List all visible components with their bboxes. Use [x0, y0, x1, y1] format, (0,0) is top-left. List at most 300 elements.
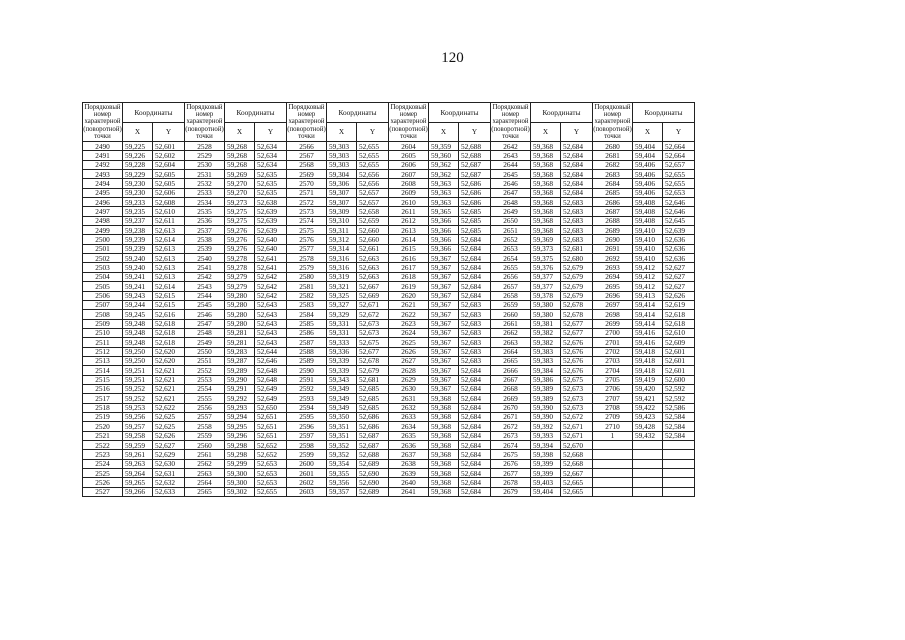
table-row: [83, 254, 695, 263]
y-coordinate-cell: 52,684: [459, 263, 491, 272]
point-number-cell: 2515: [83, 375, 123, 384]
table-row: [83, 356, 695, 365]
point-number-cell: 2626: [389, 347, 429, 356]
y-coordinate-cell: [663, 487, 695, 496]
x-coordinate-cell: 59,368: [531, 198, 561, 207]
y-coordinate-cell: 52,686: [459, 198, 491, 207]
y-coordinate-cell: 52,671: [561, 422, 593, 431]
point-number-cell: 2685: [593, 188, 633, 197]
coordinates-header: Координаты: [429, 103, 491, 123]
y-coordinate-cell: 52,684: [459, 384, 491, 393]
point-number-cell: 2634: [389, 422, 429, 431]
y-coordinate-cell: 52,625: [153, 412, 185, 421]
y-coordinate-cell: 52,684: [561, 170, 593, 179]
point-number-cell: 2597: [287, 431, 327, 440]
x-coordinate-cell: 59,380: [531, 310, 561, 319]
y-coordinate-cell: 52,620: [153, 356, 185, 365]
y-coordinate-cell: 52,655: [357, 142, 389, 151]
x-coordinate-cell: 59,412: [633, 272, 663, 281]
x-coordinate-cell: 59,403: [531, 478, 561, 487]
y-coordinate-cell: 52,686: [459, 188, 491, 197]
point-number-cell: 2494: [83, 179, 123, 188]
y-coordinate-cell: 52,614: [153, 282, 185, 291]
x-coordinate-cell: 59,273: [225, 198, 255, 207]
table-row: [83, 487, 695, 496]
x-coordinate-cell: 59,406: [633, 188, 663, 197]
point-number-cell: 2684: [593, 179, 633, 188]
y-coordinate-cell: 52,683: [561, 198, 593, 207]
point-number-cell: 2662: [491, 328, 531, 337]
y-coordinate-cell: 52,639: [255, 207, 287, 216]
x-coordinate-cell: 59,266: [123, 487, 153, 496]
x-coordinate-cell: 59,270: [225, 188, 255, 197]
table-row: [83, 422, 695, 431]
point-number-cell: 2601: [287, 469, 327, 478]
point-number-cell: 2545: [185, 300, 225, 309]
table-row: [83, 366, 695, 375]
x-coordinate-cell: 59,290: [225, 375, 255, 384]
y-coordinate-cell: 52,687: [357, 441, 389, 450]
x-coordinate-cell: 59,279: [225, 272, 255, 281]
point-number-cell: 2553: [185, 375, 225, 384]
point-number-cell: 2704: [593, 366, 633, 375]
x-coordinate-cell: 59,311: [327, 226, 357, 235]
x-coordinate-cell: 59,406: [633, 179, 663, 188]
y-coordinate-cell: 52,684: [561, 151, 593, 160]
x-coordinate-cell: 59,289: [225, 366, 255, 375]
point-number-cell: 2681: [593, 151, 633, 160]
x-coordinate-cell: 59,239: [123, 235, 153, 244]
x-coordinate-cell: 59,416: [633, 338, 663, 347]
y-coordinate-cell: 52,684: [459, 272, 491, 281]
x-coordinate-cell: 59,327: [327, 300, 357, 309]
y-coordinate-cell: 52,638: [255, 198, 287, 207]
y-coordinate-cell: 52,627: [663, 282, 695, 291]
y-coordinate-cell: 52,652: [255, 450, 287, 459]
x-coordinate-cell: 59,432: [633, 431, 663, 440]
x-coordinate-cell: [633, 450, 663, 459]
y-coordinate-cell: 52,685: [357, 384, 389, 393]
y-coordinate-cell: 52,643: [255, 319, 287, 328]
point-number-cell: 2680: [593, 142, 633, 151]
x-coordinate-cell: 59,382: [531, 328, 561, 337]
y-coordinate-cell: 52,683: [459, 319, 491, 328]
x-coordinate-cell: 59,363: [429, 198, 459, 207]
y-coordinate-cell: 52,632: [153, 478, 185, 487]
y-coordinate-cell: 52,616: [153, 310, 185, 319]
point-number-cell: 2578: [287, 254, 327, 263]
x-coordinate-cell: 59,235: [123, 207, 153, 216]
x-coordinate-cell: 59,368: [531, 179, 561, 188]
y-coordinate-cell: 52,687: [357, 431, 389, 440]
x-coordinate-cell: 59,275: [225, 207, 255, 216]
y-coordinate-cell: [663, 469, 695, 478]
x-coordinate-cell: 59,268: [225, 160, 255, 169]
x-coordinate-cell: 59,281: [225, 338, 255, 347]
point-number-cell: 2529: [185, 151, 225, 160]
y-coordinate-cell: 52,609: [663, 338, 695, 347]
x-coordinate-cell: 59,413: [633, 291, 663, 300]
point-number-cell: 2541: [185, 263, 225, 272]
point-number-cell: 2611: [389, 207, 429, 216]
x-coordinate-cell: 59,292: [225, 394, 255, 403]
y-coordinate-cell: 52,613: [153, 254, 185, 263]
y-coordinate-cell: 52,655: [357, 160, 389, 169]
y-coordinate-cell: 52,653: [255, 459, 287, 468]
point-number-cell: 2506: [83, 291, 123, 300]
y-coordinate-cell: 52,640: [255, 244, 287, 253]
x-coordinate-cell: 59,390: [531, 403, 561, 412]
table-row: [83, 319, 695, 328]
point-number-cell: [593, 459, 633, 468]
x-coordinate-cell: 59,300: [225, 469, 255, 478]
point-number-cell: 2641: [389, 487, 429, 496]
x-header: X: [633, 122, 663, 142]
y-coordinate-cell: 52,664: [663, 142, 695, 151]
x-coordinate-cell: 59,368: [429, 422, 459, 431]
page-number: 120: [441, 50, 464, 66]
point-number-cell: 2702: [593, 347, 633, 356]
x-coordinate-cell: 59,281: [225, 328, 255, 337]
point-number-cell: 2591: [287, 375, 327, 384]
point-number-cell: 2668: [491, 384, 531, 393]
y-coordinate-cell: 52,675: [357, 338, 389, 347]
coordinates-table: [82, 102, 695, 497]
y-coordinate-cell: 52,668: [561, 450, 593, 459]
y-coordinate-cell: 52,642: [255, 282, 287, 291]
point-number-cell: 2649: [491, 207, 531, 216]
table-row: [83, 226, 695, 235]
x-coordinate-cell: 59,296: [225, 431, 255, 440]
x-coordinate-cell: 59,368: [429, 450, 459, 459]
y-coordinate-cell: 52,615: [153, 300, 185, 309]
point-number-header: Порядковый номер характерной (поворотной) точки: [389, 104, 428, 140]
y-coordinate-cell: 52,604: [153, 160, 185, 169]
point-number-cell: 2677: [491, 469, 531, 478]
point-number-cell: 2658: [491, 291, 531, 300]
x-coordinate-cell: 59,331: [327, 328, 357, 337]
y-coordinate-cell: 52,618: [663, 319, 695, 328]
point-number-cell: 2502: [83, 254, 123, 263]
x-coordinate-cell: 59,369: [531, 235, 561, 244]
point-number-cell: 2551: [185, 356, 225, 365]
y-coordinate-cell: 52,636: [663, 235, 695, 244]
x-header: X: [429, 122, 459, 142]
x-coordinate-cell: 59,356: [327, 478, 357, 487]
x-coordinate-cell: 59,339: [327, 366, 357, 375]
point-number-cell: 2500: [83, 235, 123, 244]
table-row: [83, 300, 695, 309]
point-number-cell: 2671: [491, 412, 531, 421]
y-coordinate-cell: 52,621: [153, 366, 185, 375]
y-header: Y: [459, 122, 491, 142]
x-coordinate-cell: 59,423: [633, 412, 663, 421]
y-coordinate-cell: 52,636: [663, 254, 695, 263]
x-coordinate-cell: 59,239: [123, 244, 153, 253]
point-number-cell: 2606: [389, 160, 429, 169]
point-number-cell: 2663: [491, 338, 531, 347]
x-coordinate-cell: 59,251: [123, 375, 153, 384]
x-coordinate-cell: 59,258: [123, 431, 153, 440]
x-coordinate-cell: 59,293: [225, 403, 255, 412]
y-header: Y: [663, 122, 695, 142]
point-number-cell: 2569: [287, 170, 327, 179]
x-coordinate-cell: 59,350: [327, 412, 357, 421]
point-number-cell: 2679: [491, 487, 531, 496]
y-coordinate-cell: 52,641: [255, 263, 287, 272]
y-coordinate-cell: 52,649: [255, 384, 287, 393]
y-coordinate-cell: 52,601: [663, 347, 695, 356]
point-number-cell: 2566: [287, 142, 327, 151]
x-coordinate-cell: 59,352: [327, 441, 357, 450]
x-coordinate-cell: 59,367: [429, 272, 459, 281]
x-coordinate-cell: 59,367: [429, 375, 459, 384]
point-number-cell: 2657: [491, 282, 531, 291]
y-coordinate-cell: 52,625: [153, 422, 185, 431]
y-coordinate-cell: 52,689: [357, 459, 389, 468]
y-coordinate-cell: 52,680: [561, 254, 593, 263]
y-coordinate-cell: 52,626: [153, 431, 185, 440]
x-coordinate-cell: 59,406: [633, 160, 663, 169]
x-coordinate-cell: 59,367: [429, 384, 459, 393]
y-coordinate-cell: 52,684: [459, 366, 491, 375]
y-coordinate-cell: 52,667: [561, 469, 593, 478]
x-coordinate-cell: 59,377: [531, 282, 561, 291]
table-row: [83, 469, 695, 478]
point-number-cell: 2627: [389, 356, 429, 365]
x-coordinate-cell: 59,389: [531, 394, 561, 403]
point-number-cell: 2698: [593, 310, 633, 319]
y-coordinate-cell: 52,630: [153, 459, 185, 468]
x-coordinate-cell: 59,367: [429, 338, 459, 347]
x-coordinate-cell: 59,275: [225, 216, 255, 225]
point-number-cell: 2705: [593, 375, 633, 384]
x-coordinate-cell: 59,276: [225, 226, 255, 235]
y-coordinate-cell: 52,640: [255, 235, 287, 244]
x-coordinate-cell: 59,366: [429, 216, 459, 225]
x-coordinate-cell: 59,367: [429, 310, 459, 319]
x-coordinate-cell: 59,279: [225, 282, 255, 291]
point-number-cell: 2628: [389, 366, 429, 375]
point-number-cell: 2618: [389, 272, 429, 281]
y-coordinate-cell: 52,584: [663, 422, 695, 431]
point-number-cell: 2550: [185, 347, 225, 356]
point-number-cell: 2552: [185, 366, 225, 375]
y-header: Y: [153, 122, 185, 142]
x-coordinate-cell: 59,237: [123, 216, 153, 225]
y-coordinate-cell: 52,685: [357, 403, 389, 412]
point-number-header: Порядковый номер характерной (поворотной) точки: [83, 104, 122, 140]
y-coordinate-cell: 52,657: [357, 188, 389, 197]
x-coordinate-cell: 59,368: [531, 160, 561, 169]
table-row: [83, 338, 695, 347]
x-coordinate-cell: 59,295: [225, 422, 255, 431]
x-coordinate-cell: 59,351: [327, 431, 357, 440]
x-coordinate-cell: 59,367: [429, 319, 459, 328]
x-coordinate-cell: 59,343: [327, 375, 357, 384]
point-number-cell: 2670: [491, 403, 531, 412]
y-coordinate-cell: 52,677: [561, 319, 593, 328]
y-header: Y: [561, 122, 593, 142]
y-coordinate-cell: 52,584: [663, 412, 695, 421]
point-number-cell: 2533: [185, 188, 225, 197]
y-coordinate-cell: 52,615: [153, 291, 185, 300]
point-number-cell: 2625: [389, 338, 429, 347]
point-number-cell: 2554: [185, 384, 225, 393]
point-number-cell: 2630: [389, 384, 429, 393]
x-coordinate-cell: 59,367: [429, 366, 459, 375]
point-number-cell: 2689: [593, 226, 633, 235]
coordinates-header: Координаты: [531, 103, 593, 123]
x-coordinate-cell: 59,367: [429, 263, 459, 272]
y-coordinate-cell: 52,621: [153, 384, 185, 393]
table-row: [83, 216, 695, 225]
point-number-cell: 2491: [83, 151, 123, 160]
header-row: [83, 103, 695, 123]
point-number-cell: 2580: [287, 272, 327, 281]
x-coordinate-cell: 59,240: [123, 254, 153, 263]
coordinates-header: Координаты: [225, 103, 287, 123]
x-coordinate-cell: 59,383: [531, 347, 561, 356]
point-number-cell: 2655: [491, 263, 531, 272]
y-coordinate-cell: 52,684: [459, 412, 491, 421]
x-coordinate-cell: 59,408: [633, 207, 663, 216]
x-coordinate-cell: 59,386: [531, 375, 561, 384]
x-coordinate-cell: 59,283: [225, 347, 255, 356]
x-coordinate-cell: 59,268: [225, 151, 255, 160]
x-coordinate-cell: 59,368: [531, 216, 561, 225]
point-number-cell: 2604: [389, 142, 429, 151]
point-number-cell: 2505: [83, 282, 123, 291]
table-row: [83, 394, 695, 403]
point-number-cell: 2623: [389, 319, 429, 328]
x-coordinate-cell: 59,303: [327, 142, 357, 151]
x-coordinate-cell: 59,382: [531, 338, 561, 347]
point-number-cell: 2525: [83, 469, 123, 478]
point-number-cell: 2592: [287, 384, 327, 393]
point-number-cell: [593, 450, 633, 459]
y-coordinate-cell: 52,643: [255, 310, 287, 319]
y-coordinate-cell: 52,683: [459, 347, 491, 356]
x-coordinate-cell: 59,360: [429, 151, 459, 160]
point-number-cell: 2518: [83, 403, 123, 412]
x-coordinate-cell: 59,291: [225, 384, 255, 393]
point-number-cell: 2495: [83, 188, 123, 197]
y-coordinate-cell: 52,651: [255, 431, 287, 440]
point-number-cell: 2524: [83, 459, 123, 468]
point-number-cell: 2507: [83, 300, 123, 309]
y-coordinate-cell: 52,670: [561, 441, 593, 450]
y-coordinate-cell: 52,673: [561, 403, 593, 412]
y-coordinate-cell: 52,634: [255, 160, 287, 169]
point-number-cell: 2683: [593, 170, 633, 179]
y-coordinate-cell: 52,684: [459, 254, 491, 263]
x-coordinate-cell: 59,309: [327, 207, 357, 216]
point-number-cell: 2613: [389, 226, 429, 235]
y-coordinate-cell: 52,622: [153, 403, 185, 412]
y-coordinate-cell: 52,673: [357, 319, 389, 328]
point-number-cell: 2588: [287, 347, 327, 356]
x-coordinate-cell: [633, 487, 663, 496]
x-coordinate-cell: 59,278: [225, 254, 255, 263]
y-coordinate-cell: 52,679: [561, 272, 593, 281]
x-coordinate-cell: 59,381: [531, 319, 561, 328]
point-number-cell: 2622: [389, 310, 429, 319]
point-number-cell: 2603: [287, 487, 327, 496]
point-number-cell: 2530: [185, 160, 225, 169]
x-coordinate-cell: 59,389: [531, 384, 561, 393]
x-coordinate-cell: 59,422: [633, 403, 663, 412]
table-row: [83, 431, 695, 440]
point-number-cell: 2659: [491, 300, 531, 309]
x-coordinate-cell: 59,404: [531, 487, 561, 496]
point-number-cell: 2520: [83, 422, 123, 431]
y-coordinate-cell: 52,688: [357, 450, 389, 459]
x-coordinate-cell: 59,306: [327, 179, 357, 188]
y-coordinate-cell: 52,684: [459, 469, 491, 478]
point-number-cell: 2568: [287, 160, 327, 169]
y-coordinate-cell: 52,683: [459, 328, 491, 337]
point-number-cell: 2633: [389, 412, 429, 421]
y-coordinate-cell: 52,608: [153, 198, 185, 207]
point-number-cell: 2667: [491, 375, 531, 384]
x-coordinate-cell: 59,230: [123, 188, 153, 197]
y-coordinate-cell: [663, 441, 695, 450]
x-coordinate-cell: 59,368: [429, 478, 459, 487]
y-coordinate-cell: 52,684: [459, 375, 491, 384]
point-number-cell: 2616: [389, 254, 429, 263]
y-coordinate-cell: 52,646: [663, 207, 695, 216]
y-coordinate-cell: 52,665: [561, 478, 593, 487]
y-coordinate-cell: 52,678: [357, 356, 389, 365]
point-number-cell: 2504: [83, 272, 123, 281]
y-coordinate-cell: 52,683: [459, 300, 491, 309]
x-coordinate-cell: 59,349: [327, 394, 357, 403]
point-number-cell: 2653: [491, 244, 531, 253]
y-coordinate-cell: 52,684: [459, 431, 491, 440]
point-number-cell: 2527: [83, 487, 123, 496]
y-coordinate-cell: 52,672: [357, 310, 389, 319]
point-number-cell: 2678: [491, 478, 531, 487]
x-coordinate-cell: 59,367: [429, 254, 459, 263]
point-number-cell: 2596: [287, 422, 327, 431]
point-number-header: Порядковый номер характерной (поворотной) точки: [185, 104, 224, 140]
point-number-cell: 2639: [389, 469, 429, 478]
point-number-cell: [593, 487, 633, 496]
x-coordinate-cell: 59,399: [531, 469, 561, 478]
point-number-cell: 2700: [593, 328, 633, 337]
point-number-cell: 2697: [593, 300, 633, 309]
point-number-cell: 2676: [491, 459, 531, 468]
x-coordinate-cell: 59,331: [327, 319, 357, 328]
point-number-cell: 2644: [491, 160, 531, 169]
y-coordinate-cell: 52,673: [357, 328, 389, 337]
x-coordinate-cell: [633, 478, 663, 487]
y-coordinate-cell: 52,676: [561, 338, 593, 347]
y-coordinate-cell: 52,601: [663, 356, 695, 365]
point-number-cell: 2709: [593, 412, 633, 421]
x-coordinate-cell: 59,280: [225, 300, 255, 309]
x-coordinate-cell: 59,368: [531, 170, 561, 179]
x-coordinate-cell: 59,377: [531, 272, 561, 281]
x-coordinate-cell: 59,250: [123, 347, 153, 356]
x-header: X: [531, 122, 561, 142]
table-row: [83, 272, 695, 281]
y-coordinate-cell: 52,672: [561, 412, 593, 421]
point-number-cell: 2595: [287, 412, 327, 421]
point-number-cell: 2513: [83, 356, 123, 365]
point-number-cell: 2526: [83, 478, 123, 487]
